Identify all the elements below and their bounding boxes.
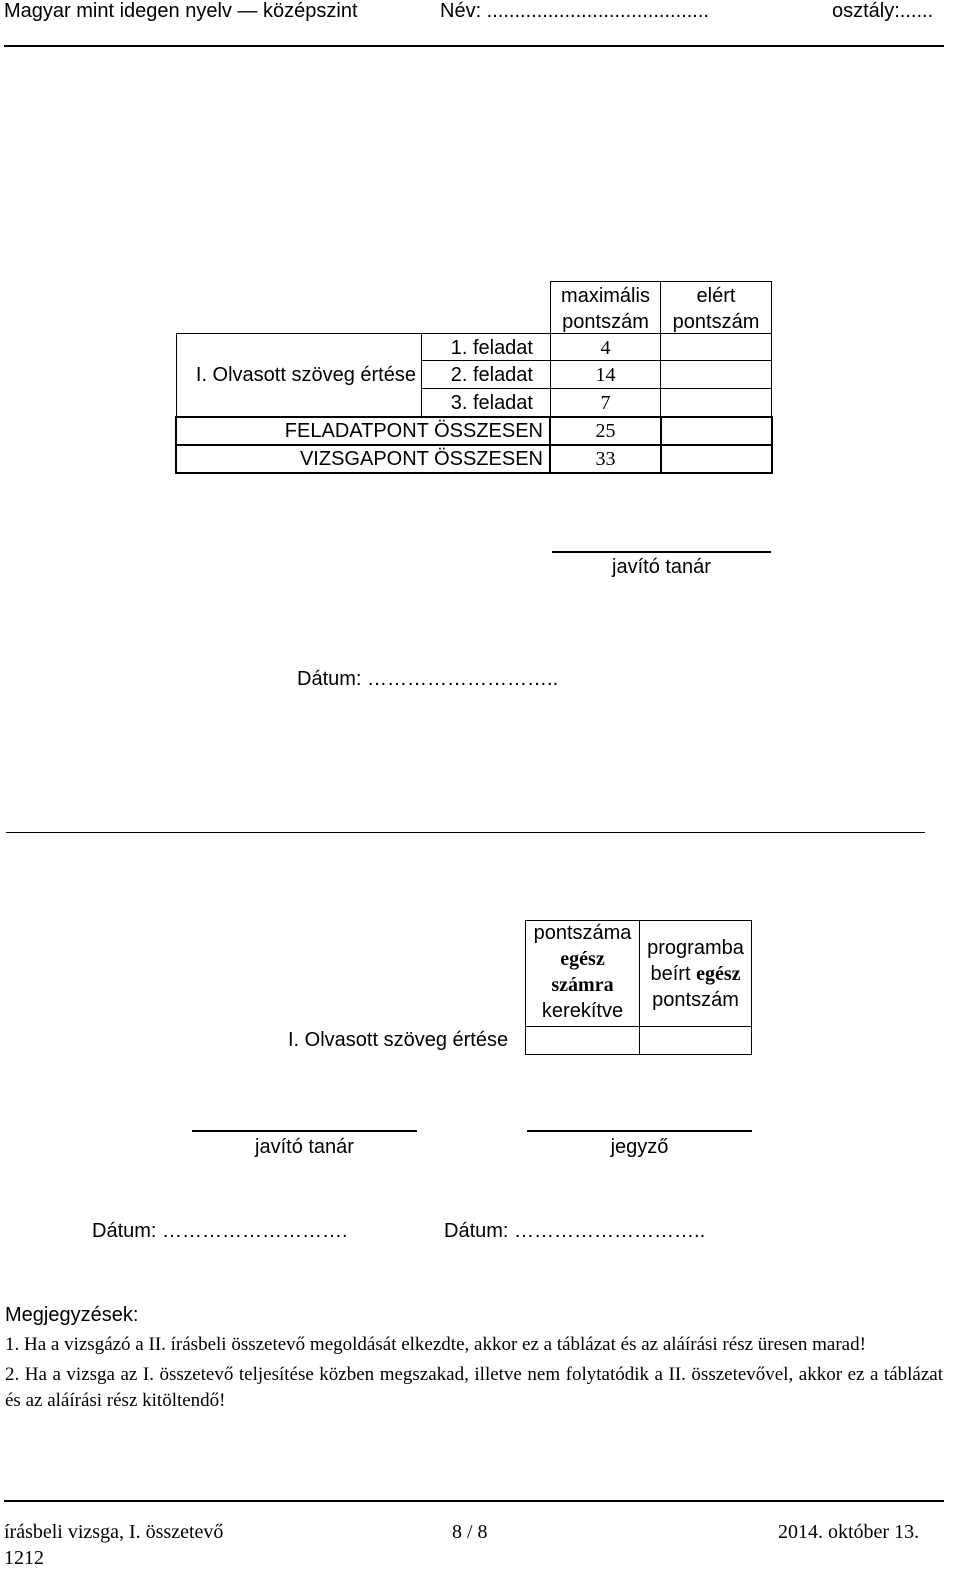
section-label: I. Olvasott szöveg értése bbox=[195, 364, 416, 386]
signature-line bbox=[192, 1130, 417, 1132]
footer-code: 1212 bbox=[4, 1547, 44, 1569]
rounded-score-cell[interactable] bbox=[525, 1026, 640, 1055]
registrar-label: jegyző bbox=[610, 1136, 669, 1158]
notes-title: Megjegyzések: bbox=[5, 1304, 139, 1326]
footer-exam-part: írásbeli vizsga, I. összetevő bbox=[4, 1521, 224, 1543]
notes-block bbox=[5, 1302, 943, 1414]
program-header: programba beírt egész pontszám bbox=[647, 937, 744, 1011]
footer-page-number: 8 / 8 bbox=[452, 1521, 488, 1543]
footer bbox=[0, 1521, 960, 1581]
name-field-label: Név: ........................................ bbox=[440, 0, 709, 22]
rounded-header: pontszáma egész számra kerekítve bbox=[533, 922, 632, 1022]
task-total-max: 25 bbox=[595, 420, 616, 442]
task-1-max: 4 bbox=[600, 337, 611, 359]
program-score-cell[interactable] bbox=[639, 1026, 752, 1055]
task-total-label: FELADATPONT ÖSSZESEN bbox=[284, 420, 543, 442]
earned-points-header: elért pontszám bbox=[672, 285, 760, 333]
corrector-label: javító tanár bbox=[255, 1136, 354, 1158]
task-1-label: 1. feladat bbox=[450, 337, 533, 359]
task-3-label: 3. feladat bbox=[450, 392, 533, 414]
footer-date: 2014. október 13. bbox=[778, 1521, 920, 1543]
signature-line bbox=[527, 1130, 752, 1132]
date-field-3: Dátum: ……………………….. bbox=[444, 1220, 706, 1242]
corrector-label: javító tanár bbox=[612, 556, 711, 578]
date-field-2: Dátum: ………………………. bbox=[92, 1220, 348, 1242]
section-label: I. Olvasott szöveg értése bbox=[288, 1029, 509, 1051]
note-2: 2. Ha a vizsga az I. összetevő teljesítése közben megszakad, illetve nem folytatódik a II. összetevővel, akkor ez a táblázat és az aláírási rész kitöltendő! bbox=[5, 1364, 943, 1411]
exam-title: Magyar mint idegen nyelv — középszint bbox=[4, 0, 358, 22]
exam-total-label: VIZSGAPONT ÖSSZESEN bbox=[299, 448, 543, 470]
max-points-header: maximális pontszám bbox=[561, 285, 650, 333]
date-field-1: Dátum: ……………………….. bbox=[297, 668, 559, 690]
task-3-max: 7 bbox=[600, 392, 611, 414]
note-1: 1. Ha a vizsgázó a II. írásbeli összetevő megoldását elkezdte, akkor ez a táblázat és az aláírási rész üresen marad! bbox=[5, 1334, 866, 1355]
class-field-label: osztály:...... bbox=[832, 0, 934, 22]
task-2-max: 14 bbox=[595, 364, 616, 386]
exam-total-max: 33 bbox=[595, 448, 616, 470]
task-2-label: 2. feladat bbox=[450, 364, 533, 386]
footer-rule bbox=[4, 1500, 944, 1502]
